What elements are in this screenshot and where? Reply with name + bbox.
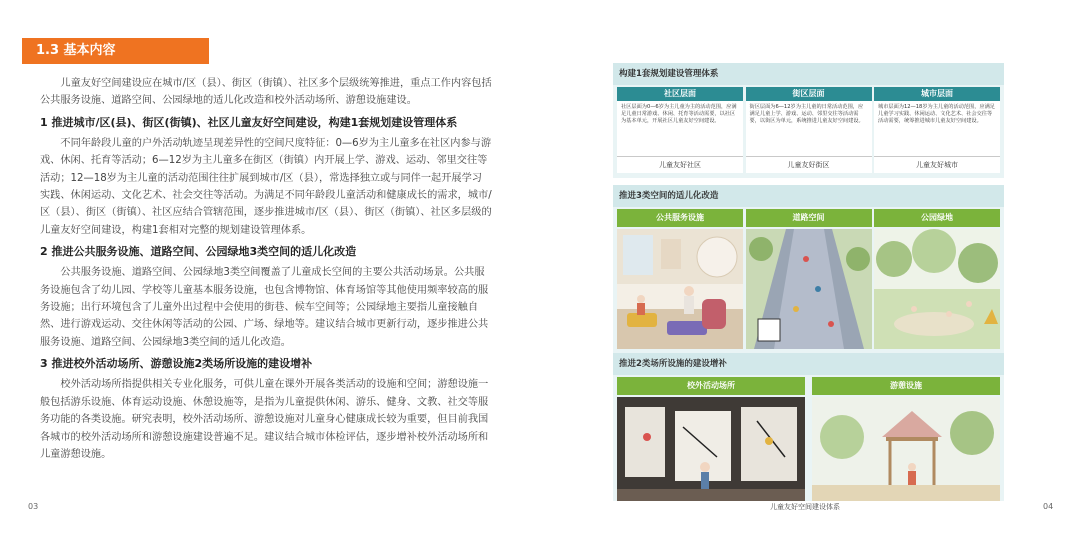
figure-caption: 儿童友好空间建设体系: [770, 503, 840, 511]
city-level-card: [874, 87, 1000, 173]
public-facility-illustration: [617, 229, 743, 349]
park-greenspace-column: [874, 209, 1000, 349]
card-footer: 儿童友好社区: [617, 156, 743, 173]
heading-3: 3 推进校外活动场所、游憩设施2类场所设施的建设增补: [40, 357, 313, 371]
column-heading: 校外活动场所: [617, 377, 805, 395]
card-heading: 街区层面: [746, 87, 872, 101]
intro-paragraph: 儿童友好空间建设应在城市/区（县）、街区（街镇）、社区多个层级统筹推进，重点工作内容包括公共服务设施、道路空间、公园绿地的适儿化改造和校外活动场所、游憩设施建设。: [40, 78, 492, 107]
card-heading: 城市层面: [874, 87, 1000, 101]
community-level-card: [617, 87, 743, 173]
card-text: 街区层面为6—12岁为主儿童的日常活动范围，应满足儿童上学、游戏、运动、邻里交往等活动需要，以街区为单元，系统推进儿童友好空间建设。: [749, 104, 864, 125]
recreation-facility-column: [812, 377, 1000, 501]
extracurricular-venue-column: [617, 377, 805, 501]
card-heading: 社区层面: [617, 87, 743, 101]
heading-1: 1 推进城市/区(县)、街区(街镇)、社区儿童友好空间建设，构建1套规划建设管理体系: [40, 115, 458, 129]
road-space-column: [746, 209, 872, 349]
section-title: 1.3 基本内容: [22, 38, 209, 64]
paragraph-1: 不同年龄段儿童的户外活动轨迹呈现差异性的空间尺度特征：0—6岁为主儿童多在社区内参与游戏、休闲、托育等活动；6—12岁为主儿童多在街区（街镇）内开展上学、游戏、运动、邻里交往等活动；12—18岁为主儿童的活动范围往往扩展到城市/区（县），常选择独立或与同伴一起开展学习实践、休闲运动、文化艺术、社会交往等活动。为满足不同年龄段儿童活动和健康成长的需求，城市/区（县）、街区（街镇）、社区应结合管辖范围，逐步推进城市/区（县）、街区（街镇）、社区多层级的儿童友好空间建设，构建1套相对完整的规划建设管理体系。: [40, 137, 492, 236]
park-illustration: [874, 229, 1000, 349]
recreation-illustration: [812, 397, 1000, 501]
card-footer: 儿童友好城市: [874, 156, 1000, 173]
column-heading: 公园绿地: [874, 209, 1000, 227]
space-renovation-panel: [613, 185, 1004, 355]
facility-supplement-panel: [613, 353, 1004, 501]
management-system-panel: [613, 63, 1004, 178]
column-heading: 公共服务设施: [617, 209, 743, 227]
column-heading: 游憩设施: [812, 377, 1000, 395]
card-text: 社区层面为0—6岁为主儿童为主的活动范围，应满足儿童日常游戏、休闲、托育等活动需要，以社区为基本单元，开展社区儿童友好空间建设。: [621, 104, 737, 125]
card-footer: 儿童友好街区: [746, 156, 872, 173]
public-facility-column: [617, 209, 743, 349]
district-level-card: [746, 87, 872, 173]
card-text: 城市层面为12—18岁为主儿童的活动范围，应满足儿童学习实践、休闲运动、文化艺术、社会交往等活动需要，统筹推进城市儿童友好空间建设。: [878, 104, 995, 125]
heading-2: 2 推进公共服务设施、道路空间、公园绿地3类空间的适儿化改造: [40, 245, 357, 259]
page-number-left: 03: [28, 502, 39, 511]
panel-title: 推进3类空间的适儿化改造: [613, 185, 1004, 207]
column-heading: 道路空间: [746, 209, 872, 227]
panel-title: 推进2类场所设施的建设增补: [613, 353, 1004, 375]
paragraph-3: 校外活动场所指提供相关专业化服务，可供儿童在课外开展各类活动的设施和空间；游憩设施一般包括游乐设施、体育运动设施、休憩设施等，是指为儿童提供休闲、游乐、健身、文教、社交等服务功能的各类设施。研究表明，校外活动场所、游憩设施对儿童身心健康成长较为重要，但目前我国各城市的校外活动场所和游憩设施建设普遍不足。建议结合城市体检评估，逐步增补校外活动场所和儿童游憩设施。: [40, 379, 489, 460]
panel-title: 构建1套规划建设管理体系: [613, 63, 1004, 85]
page-number-right: 04: [1043, 502, 1054, 511]
extracurricular-illustration: [617, 397, 805, 501]
paragraph-2: 公共服务设施、道路空间、公园绿地3类空间覆盖了儿童成长空间的主要公共活动场景。公共服务设施包含了幼儿园、学校等儿童基本服务设施，也包含博物馆、体育场馆等其他使用频率较高的服务设施；出行环境包含了儿童外出过程中会使用的街巷、候车空间等；公园绿地主要指儿童接触自然、进行游戏运动、交往休闲等活动的公园、广场、绿地等。建议结合城市更新行动，逐步推进公共服务设施、道路空间、公园绿地3类空间的适儿化改造。: [40, 267, 489, 348]
road-space-illustration: [746, 229, 872, 349]
body-text: [40, 75, 492, 463]
